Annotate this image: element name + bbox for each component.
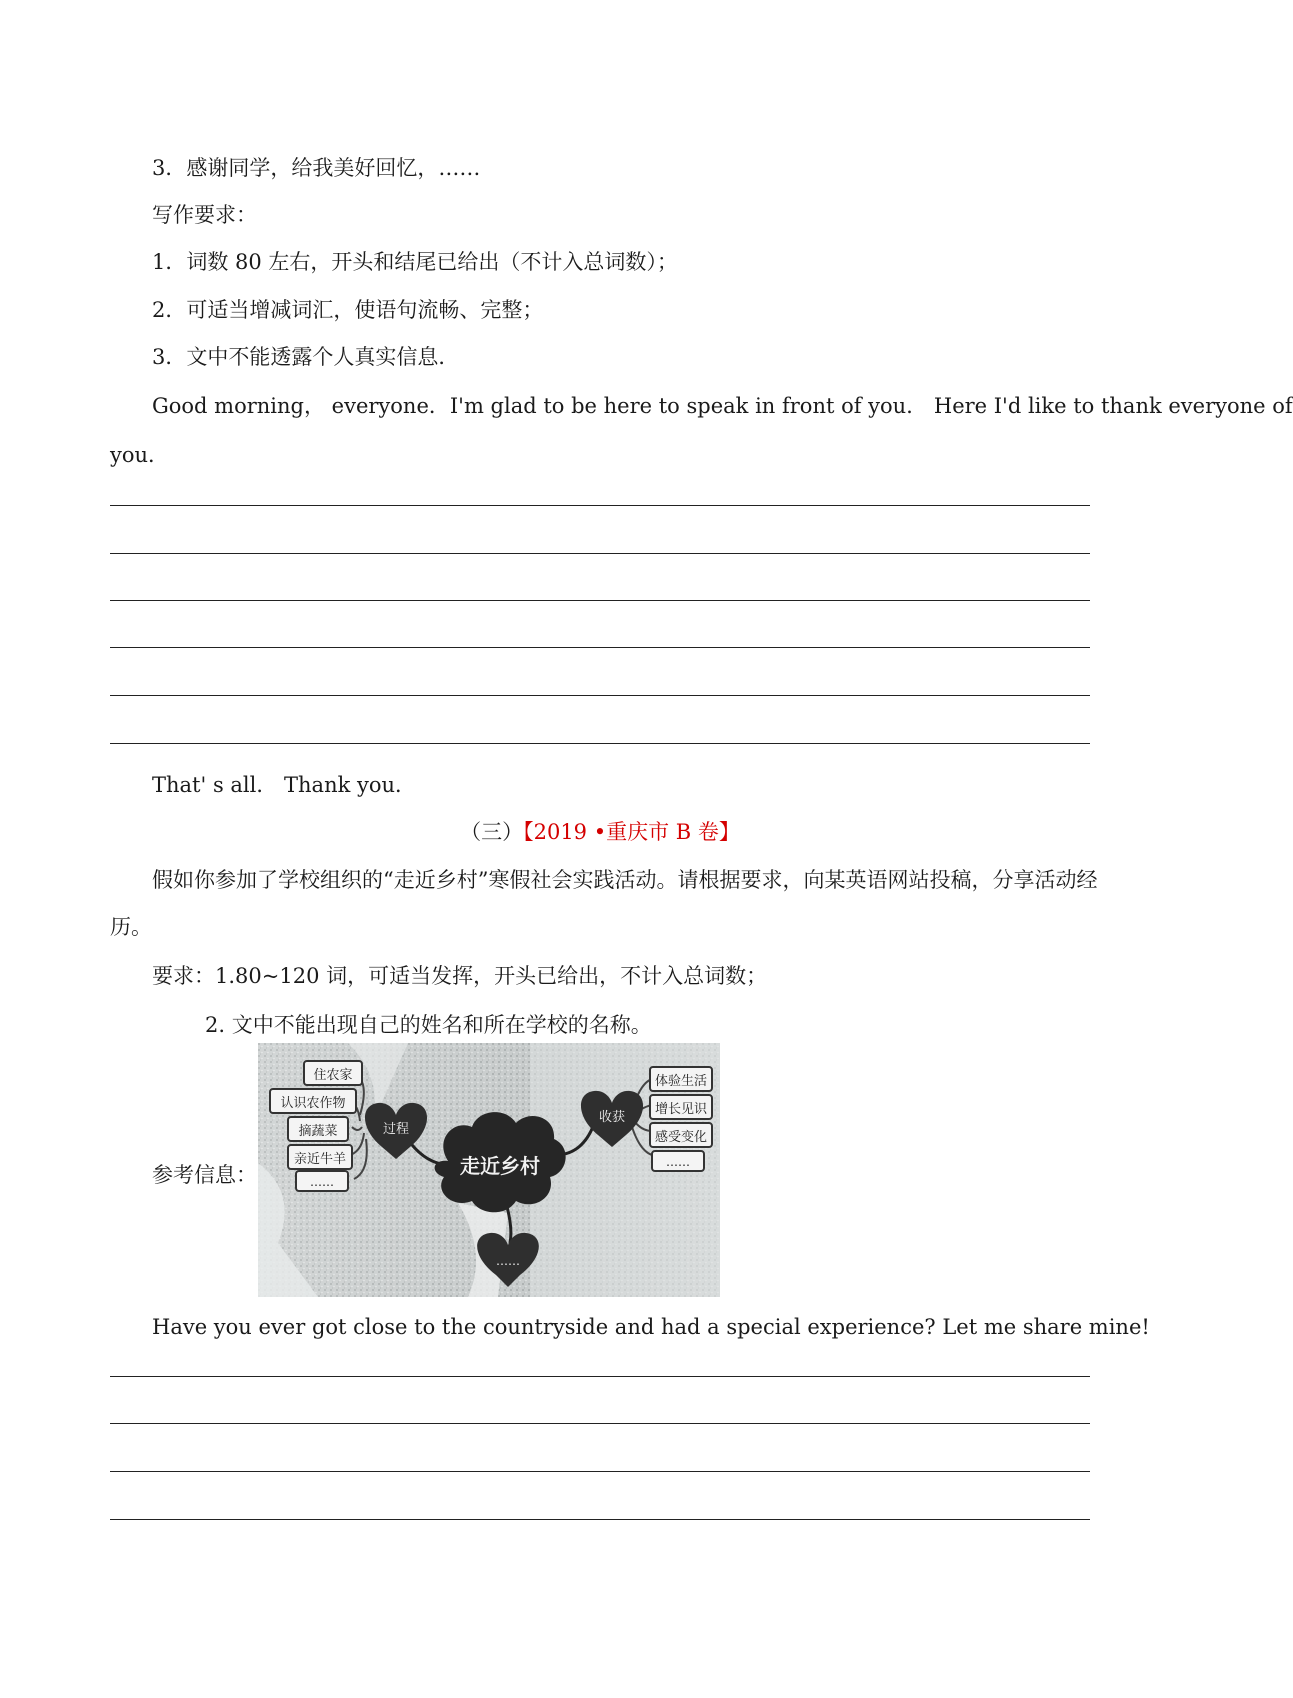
process-node-label: 过程 <box>382 1122 410 1137</box>
answer-line[interactable] <box>110 1471 1090 1472</box>
answer-line[interactable] <box>110 1376 1090 1377</box>
writing-requirement-2: 2．可适当增减词汇，使语句流畅、完整； <box>152 298 544 322</box>
answer-line[interactable] <box>110 553 1090 554</box>
answer-line[interactable] <box>110 695 1090 696</box>
essay-opening-end: you． <box>110 443 170 467</box>
section-number: （三） <box>460 820 524 844</box>
section-heading <box>0 817 1200 847</box>
requirement-point-3: 3．感谢同学，给我美好回忆，…… <box>152 156 481 180</box>
writing-requirement-3: 3．文中不能透露个人真实信息． <box>152 345 460 369</box>
section-requirement-1: 要求：1.80~120 词，可适当发挥，开头已给出，不计入总词数； <box>152 964 768 988</box>
bottom-node-label: …… <box>496 1254 520 1268</box>
right-item-4: …… <box>666 1155 690 1169</box>
right-items <box>650 1067 712 1171</box>
left-item-1: 住农家 <box>313 1068 353 1083</box>
right-item-1: 体验生活 <box>654 1074 708 1089</box>
essay-opening-sentence: I'm glad to be here to speak in front of you． Here I'd like to thank everyone of <box>449 394 1293 418</box>
gain-node-label: 收获 <box>598 1110 626 1125</box>
answer-line[interactable] <box>110 1519 1090 1520</box>
section-source: 【2019 •重庆市 B 卷】 <box>523 820 740 844</box>
answer-line[interactable] <box>110 647 1090 648</box>
answer-line[interactable] <box>110 600 1090 601</box>
reference-label: 参考信息： <box>152 1163 257 1187</box>
left-item-2: 认识农作物 <box>280 1096 346 1111</box>
answer-line[interactable] <box>110 743 1090 744</box>
section-essay-opening: Have you ever got close to the countryside and had a special experience? Let me share mine! <box>152 1315 1150 1339</box>
right-item-2: 增长见识 <box>654 1102 708 1117</box>
section-requirement-2: 2. 文中不能出现自己的姓名和所在学校的名称。 <box>205 1013 652 1037</box>
writing-requirements-title: 写作要求： <box>152 203 257 227</box>
answer-line[interactable] <box>110 505 1090 506</box>
prompt-text-end: 历。 <box>110 915 152 939</box>
writing-requirement-1: 1．词数 80 左右，开头和结尾已给出（不计入总词数）； <box>152 250 678 274</box>
left-item-4: 亲近牛羊 <box>293 1152 347 1167</box>
right-item-3: 感受变化 <box>654 1130 708 1145</box>
answer-line[interactable] <box>110 1423 1090 1424</box>
center-node-label: 走近乡村 <box>460 1154 540 1178</box>
left-item-3: 摘蔬菜 <box>298 1124 338 1139</box>
essay-closing: That' s all． Thank you． <box>152 773 417 797</box>
essay-opening-greeting: Good morning， everyone． <box>152 394 450 418</box>
left-item-5: …… <box>310 1175 334 1189</box>
essay-opening <box>152 391 1293 421</box>
mindmap-image <box>258 1043 720 1297</box>
prompt-text: 假如你参加了学校组织的“走近乡村”寒假社会实践活动。请根据要求，向某英语网站投稿，分享活动经 <box>152 868 1098 892</box>
